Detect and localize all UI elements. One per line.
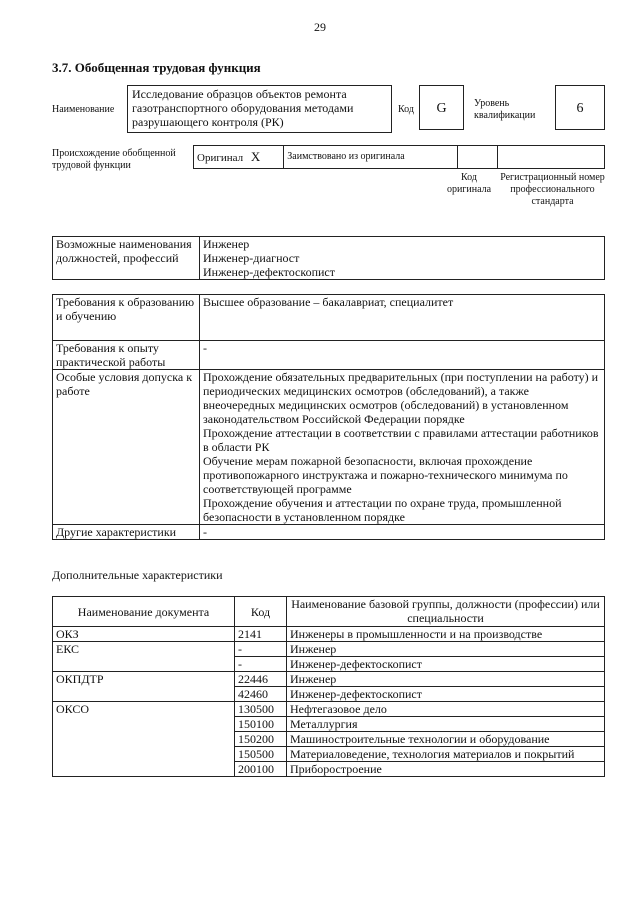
- origin-table: [193, 145, 605, 169]
- page-number: 29: [314, 20, 326, 34]
- admission-item: Прохождение обязательных предварительных (при поступлении на работу) и периодических медицинских осмотров (обследований), а также внеочередных медицинских осмотров (обследований) в установленном законодательством Российской Федерации порядке: [203, 370, 599, 426]
- header-code: Код: [235, 597, 287, 627]
- positions-table: [52, 236, 605, 280]
- original-mark: X: [250, 148, 261, 164]
- admission-item: Обучение мерам пожарной безопасности, включая прохождение противопожарного инструктажа и пожарно-технического минимума по соответствующей программе: [203, 454, 568, 496]
- name-cell: Машиностроительные технологии и оборудование: [287, 732, 605, 747]
- code-cell: 130500: [235, 702, 287, 717]
- positions-values: [200, 237, 605, 280]
- table-row: [53, 702, 605, 717]
- doc-cell: ОКЗ: [53, 627, 235, 642]
- code-label: Код: [398, 104, 414, 115]
- code-cell: 150200: [235, 732, 287, 747]
- origin-code-cell: [457, 146, 497, 169]
- borrowed-label: Заимствовано из оригинала: [284, 146, 457, 169]
- code-cell: -: [235, 642, 287, 657]
- code-cell: 150500: [235, 747, 287, 762]
- origin-label: Происхождение обобщенной трудовой функции: [52, 148, 176, 171]
- original-cell: [194, 146, 284, 169]
- name-cell: Инженер: [287, 672, 605, 687]
- additional-title: Дополнительные характеристики: [52, 568, 223, 582]
- additional-table: [52, 596, 605, 777]
- section-title: 3.7. Обобщенная трудовая функция: [52, 60, 261, 75]
- name-cell: Материаловедение, технология материалов и покрытий: [287, 747, 605, 762]
- doc-cell: ОКСО: [53, 702, 235, 777]
- registration-number-cell: [498, 146, 605, 169]
- header-document: Наименование документа: [53, 597, 235, 627]
- code-cell: 150100: [235, 717, 287, 732]
- code-cell: 200100: [235, 762, 287, 777]
- name-cell: Нефтегазовое дело: [287, 702, 605, 717]
- name-cell: Инженер: [287, 642, 605, 657]
- experience-value: -: [200, 341, 605, 370]
- table-row: [53, 672, 605, 687]
- code-cell: 22446: [235, 672, 287, 687]
- level-value: 6: [555, 85, 605, 130]
- header-name: Наименование базовой группы, должности (профессии) или специальности: [287, 597, 605, 627]
- name-cell: Инженер-дефектоскопист: [287, 687, 605, 702]
- position-item: Инженер: [203, 237, 250, 251]
- admission-item: Прохождение аттестации в соответствии с правилами аттестации работников в области РК: [203, 426, 599, 454]
- original-label: Оригинал: [197, 151, 244, 164]
- requirements-table: [52, 294, 605, 540]
- name-cell: Металлургия: [287, 717, 605, 732]
- code-cell: 42460: [235, 687, 287, 702]
- other-value: -: [200, 525, 605, 540]
- code-cell: -: [235, 657, 287, 672]
- position-item: Инженер-диагност: [203, 251, 300, 265]
- doc-cell: ЕКС: [53, 642, 235, 672]
- admission-item: Прохождение обучения и аттестации по охране труда, промышленной безопасности в установленном порядке: [203, 496, 562, 524]
- registration-number-caption: Регистрационный номер профессионального стандарта: [500, 172, 605, 207]
- education-label: Требования к образованию и обучению: [53, 295, 200, 341]
- education-value: Высшее образование – бакалавриат, специалитет: [200, 295, 605, 341]
- admission-values: [200, 370, 605, 525]
- position-item: Инженер-дефектоскопист: [203, 265, 335, 279]
- origin-code-caption: Код оригинала: [446, 172, 492, 195]
- positions-label: Возможные наименования должностей, профессий: [53, 237, 200, 280]
- name-cell: Приборостроение: [287, 762, 605, 777]
- other-label: Другие характеристики: [53, 525, 200, 540]
- code-cell: 2141: [235, 627, 287, 642]
- function-name: Исследование образцов объектов ремонта газотранспортного оборудования методами разрушающего контроля (РК): [127, 85, 392, 133]
- name-cell: Инженер-дефектоскопист: [287, 657, 605, 672]
- admission-label: Особые условия допуска к работе: [53, 370, 200, 525]
- table-row: [53, 627, 605, 642]
- code-value: G: [419, 85, 464, 130]
- level-label: Уровень квалификации: [474, 98, 536, 121]
- doc-cell: ОКПДТР: [53, 672, 235, 702]
- name-cell: Инженеры в промышленности и на производстве: [287, 627, 605, 642]
- name-label: Наименование: [52, 104, 115, 115]
- experience-label: Требования к опыту практической работы: [53, 341, 200, 370]
- table-row: [53, 642, 605, 657]
